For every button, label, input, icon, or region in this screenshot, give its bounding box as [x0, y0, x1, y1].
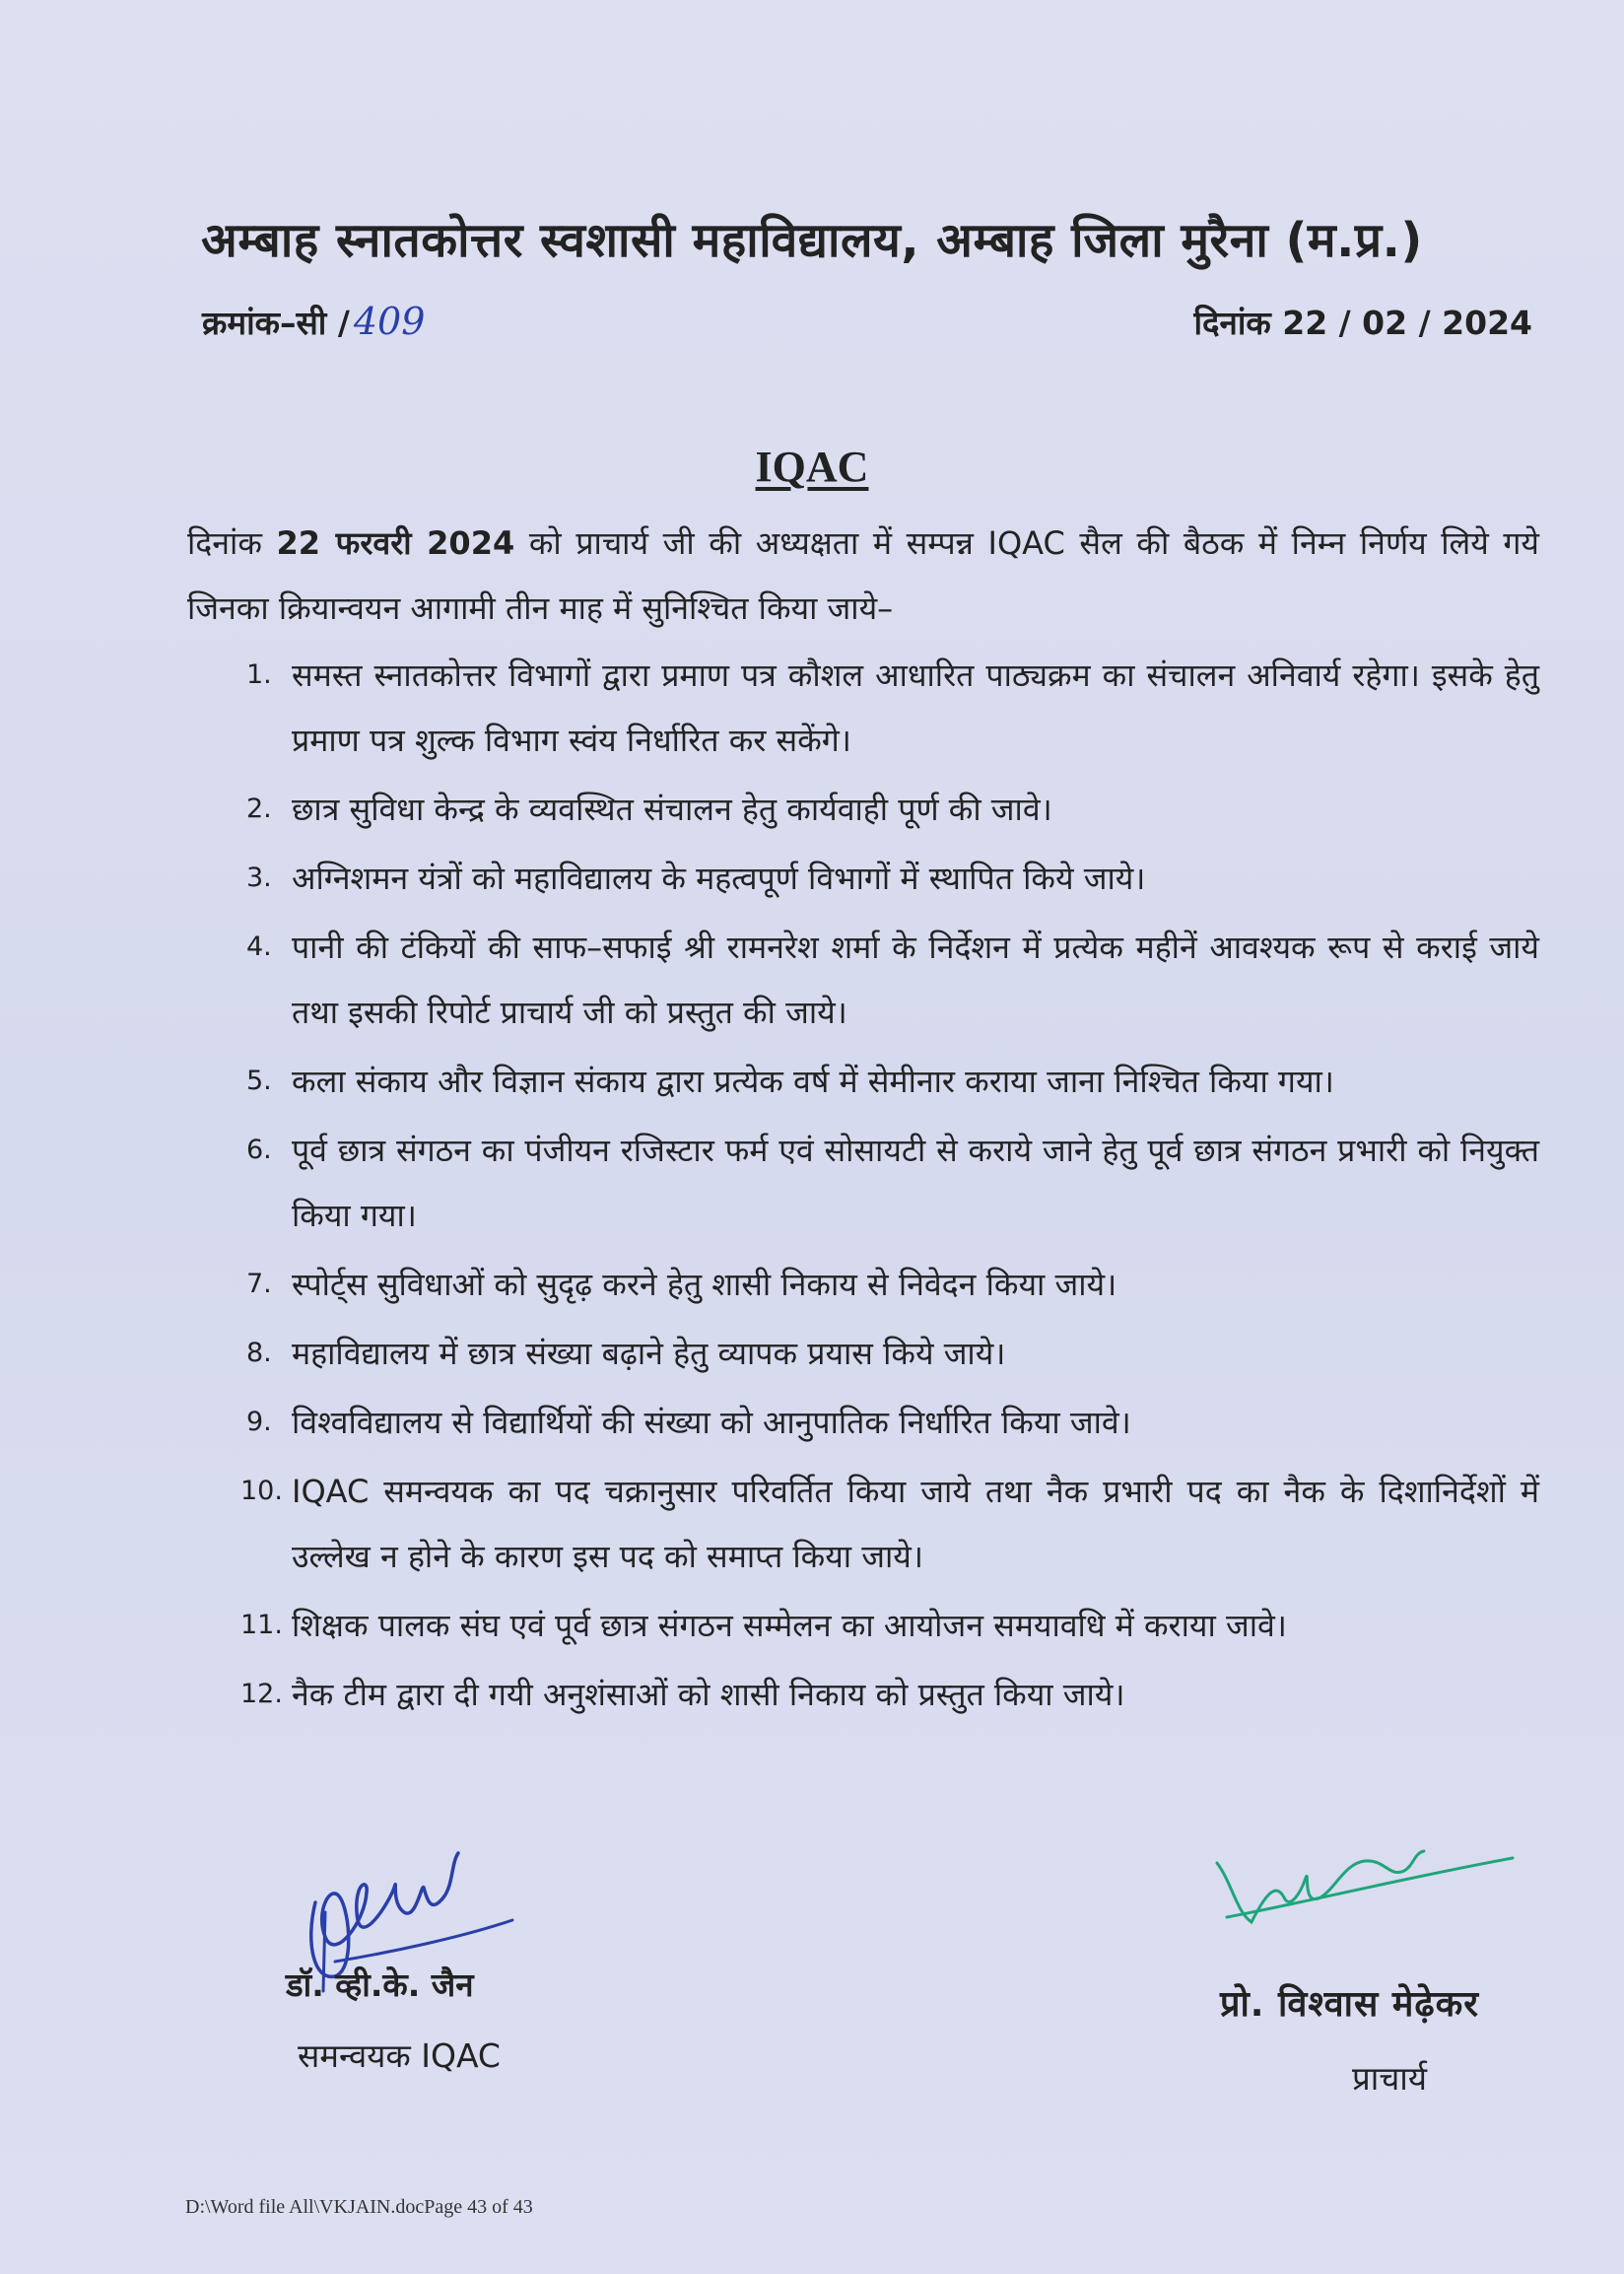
decision-item — [246, 1321, 1539, 1386]
decision-text: महाविद्यालय में छात्र संख्या बढ़ाने हेतु व्यापक प्रयास किये जाये। — [292, 1335, 1006, 1372]
decision-item — [240, 1662, 1539, 1727]
principal-signature — [1207, 1824, 1522, 1942]
decision-item — [246, 1118, 1539, 1248]
decision-item — [246, 1252, 1539, 1317]
coordinator-title: समन्वयक IQAC — [298, 2036, 501, 2075]
principal-title: प्राचार्य — [1352, 2059, 1427, 2098]
decision-number: 1. — [246, 659, 272, 690]
document-date: दिनांक 22 / 02 / 2024 — [1193, 304, 1532, 342]
decision-item — [240, 1459, 1539, 1589]
intro-paragraph — [187, 511, 1539, 641]
decision-number: 9. — [246, 1407, 272, 1437]
intro-date: 22 फरवरी 2024 — [276, 524, 515, 562]
decision-number: 6. — [246, 1135, 272, 1165]
decision-number: 4. — [246, 931, 272, 962]
reference-number — [202, 300, 425, 344]
decision-number: 3. — [246, 862, 272, 893]
document-heading: IQAC — [755, 443, 869, 491]
decision-text: शिक्षक पालक संघ एवं पूर्व छात्र संगठन सम्मेलन का आयोजन समयावधि में कराया जावे। — [292, 1607, 1287, 1644]
decision-text: पानी की टंकियों की साफ–सफाई श्री रामनरेश शर्मा के निर्देशन में प्रत्येक महीनें आवश्यक रूप से कराई जाये तथा इसकी रिपोर्ट प्राचार्य जी को प्रस्तुत की जाये। — [292, 929, 1539, 1031]
decision-item — [246, 846, 1539, 911]
decision-number: 8. — [246, 1338, 272, 1368]
coordinator-name: डॉ. व्ही.के. जैन — [286, 1965, 474, 2004]
decision-item — [246, 777, 1539, 842]
decision-item — [246, 1390, 1539, 1455]
decision-item — [246, 643, 1539, 773]
decision-item — [246, 1049, 1539, 1114]
decision-number: 12. — [240, 1679, 283, 1709]
decision-text: स्पोर्ट्स सुविधाओं को सुदृढ़ करने हेतु शासी निकाय से निवेदन किया जाये। — [292, 1266, 1117, 1303]
decision-number: 2. — [246, 793, 272, 824]
decision-text: अग्निशमन यंत्रों को महाविद्यालय के महत्वपूर्ण विभागों में स्थापित किये जाये। — [292, 860, 1146, 897]
reference-row — [202, 294, 1532, 353]
decision-number: 10. — [240, 1476, 283, 1506]
decision-text: नैक टीम द्वारा दी गयी अनुशंसाओं को शासी निकाय को प्रस्तुत किया जाये। — [292, 1676, 1125, 1713]
decision-list — [240, 643, 1539, 1731]
decision-text: विश्वविद्यालय से विद्यार्थियों की संख्या को आनुपातिक निर्धारित किया जावे। — [292, 1404, 1131, 1441]
principal-name: प्रो. विश्वास मेढ़ेकर — [1220, 1984, 1480, 2025]
intro-rest: को प्राचार्य जी की अध्यक्षता में सम्पन्न IQAC सैल की बैठक में निम्न निर्णय लिये गये जिनका क्रियान्वयन आगामी तीन माह में सुनिश्चित किया जाये– — [187, 524, 1539, 627]
decision-text: पूर्व छात्र संगठन का पंजीयन रजिस्टार फर्म एवं सोसायटी से कराये जाने हेतु पूर्व छात्र संगठन प्रभारी को नियुक्त किया गया। — [292, 1132, 1539, 1234]
decision-item — [240, 1593, 1539, 1658]
decision-text: IQAC समन्वयक का पद चक्रानुसार परिवर्तित किया जाये तथा नैक प्रभारी पद का नैक के दिशानिर्देशों में उल्लेख न होने के कारण इस पद को समाप्त किया जाये। — [292, 1473, 1539, 1575]
intro-prefix: दिनांक — [187, 524, 277, 562]
file-path-footer: D:\Word file All\VKJAIN.docPage 43 of 43 — [185, 2196, 533, 2218]
decision-text: समस्त स्नातकोत्तर विभागों द्वारा प्रमाण पत्र कौशल आधारित पाठ्यक्रम का संचालन अनिवार्य रहेगा। इसके हेतु प्रमाण पत्र शुल्क विभाग स्वंय निर्धारित कर सकेंगे। — [292, 656, 1539, 759]
decision-item — [246, 915, 1539, 1045]
reference-label: क्रमांक–सी / — [202, 304, 350, 342]
institution-title: अम्बाह स्नातकोत्तर स्वशासी महाविद्यालय, अम्बाह जिला मुरैना (म.प्र.) — [201, 213, 1423, 268]
decision-text: कला संकाय और विज्ञान संकाय द्वारा प्रत्येक वर्ष में सेमीनार कराया जाना निश्चित किया गया। — [292, 1063, 1334, 1100]
decision-text: छात्र सुविधा केन्द्र के व्यवस्थित संचालन हेतु कार्यवाही पूर्ण की जावे। — [292, 791, 1052, 828]
decision-number: 11. — [240, 1610, 283, 1640]
decision-number: 5. — [246, 1066, 272, 1096]
decision-number: 7. — [246, 1269, 272, 1299]
handwritten-reference-number: 409 — [353, 300, 426, 343]
